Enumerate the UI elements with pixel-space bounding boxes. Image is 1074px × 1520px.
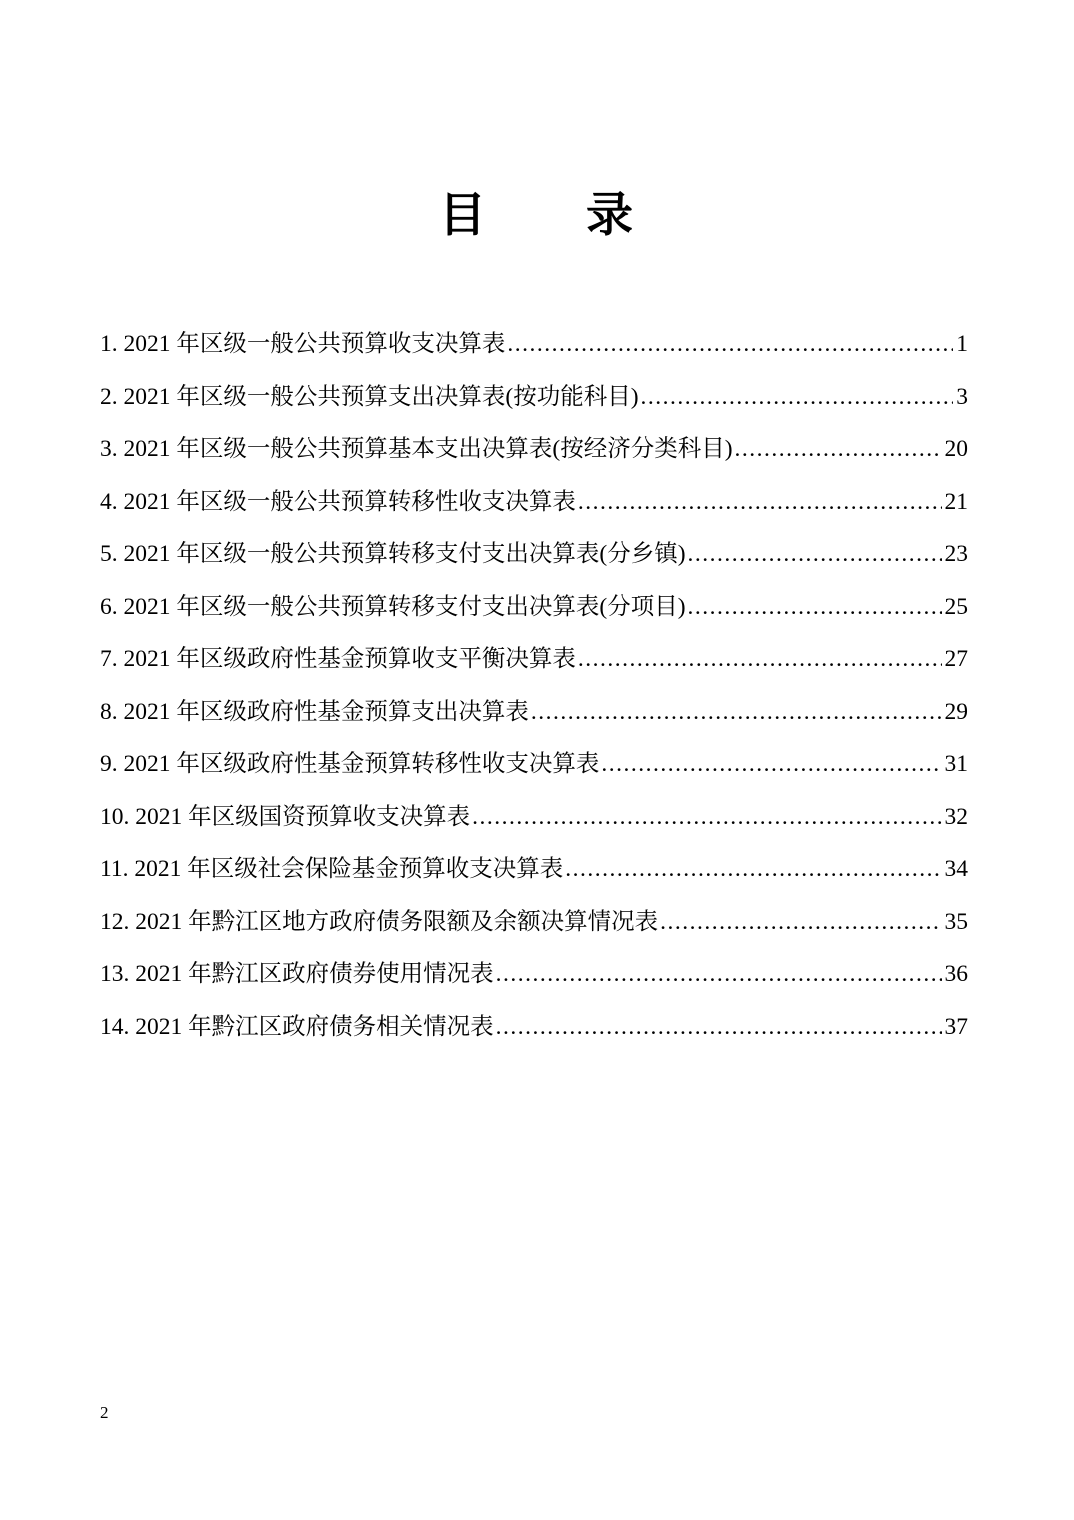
leader-dots <box>641 371 954 424</box>
toc-entry <box>100 528 968 581</box>
toc-entry <box>100 1001 968 1054</box>
toc-entry-label: 2. 2021 年区级一般公共预算支出决算表(按功能科目) <box>100 383 639 410</box>
toc-entry-label: 5. 2021 年区级一般公共预算转移支付支出决算表(分乡镇) <box>100 541 686 567</box>
toc-entry <box>100 476 968 529</box>
toc-entry-page-number: 29 <box>944 698 968 725</box>
toc-entry-label: 7. 2021 年区级政府性基金预算收支平衡决算表 <box>100 646 576 672</box>
leader-dots <box>735 423 942 476</box>
toc-entry <box>100 948 968 1001</box>
toc-entry-label: 12. 2021 年黔江区地方政府债务限额及余额决算情况表 <box>100 908 659 935</box>
leader-dots <box>507 318 953 371</box>
toc-entry-page-number: 37 <box>944 1013 968 1040</box>
toc-entry-page-number: 25 <box>944 593 968 620</box>
leader-dots <box>496 948 942 1001</box>
toc-entry-label: 3. 2021 年区级一般公共预算基本支出决算表(按经济分类科目) <box>100 436 733 462</box>
toc-entry <box>100 633 968 686</box>
toc-entry-page-number: 32 <box>944 803 968 830</box>
toc-entry-label: 11. 2021 年区级社会保险基金预算收支决算表 <box>100 856 564 882</box>
toc-entry-label: 4. 2021 年区级一般公共预算转移性收支决算表 <box>100 488 576 515</box>
leader-dots <box>531 686 942 739</box>
toc-entry <box>100 686 968 739</box>
leader-dots <box>578 633 942 686</box>
toc-entry-page-number: 35 <box>944 908 968 935</box>
toc-entry-label: 14. 2021 年黔江区政府债务相关情况表 <box>100 1013 494 1040</box>
toc-entry-label: 6. 2021 年区级一般公共预算转移支付支出决算表(分项目) <box>100 593 686 620</box>
toc-entry <box>100 738 968 791</box>
toc-entry-label: 10. 2021 年区级国资预算收支决算表 <box>100 803 471 830</box>
toc-entry <box>100 581 968 634</box>
toc-entry-page-number: 34 <box>944 856 968 882</box>
toc-entry <box>100 896 968 949</box>
toc-entry-page-number: 23 <box>944 541 968 567</box>
footer-page-number: 2 <box>100 1403 109 1422</box>
toc-entry <box>100 318 968 371</box>
toc-entry-page-number: 3 <box>956 383 968 410</box>
toc-entry-label: 1. 2021 年区级一般公共预算收支决算表 <box>100 331 506 357</box>
leader-dots <box>660 896 941 949</box>
toc-entry <box>100 423 968 476</box>
leader-dots <box>601 738 941 791</box>
toc-entry-page-number: 31 <box>944 751 968 777</box>
toc-entry <box>100 371 968 424</box>
toc-entry-page-number: 21 <box>944 488 968 515</box>
leader-dots <box>578 476 942 529</box>
toc-entry-page-number: 36 <box>944 961 968 987</box>
toc-entry-page-number: 27 <box>944 646 968 672</box>
toc-entry-label: 13. 2021 年黔江区政府债券使用情况表 <box>100 961 494 987</box>
leader-dots <box>472 791 941 844</box>
toc-entry <box>100 791 968 844</box>
toc-entry-page-number: 1 <box>956 331 968 357</box>
toc-entry-page-number: 20 <box>944 436 968 462</box>
table-of-contents <box>100 318 968 1053</box>
toc-entry <box>100 843 968 896</box>
toc-entry-label: 8. 2021 年区级政府性基金预算支出决算表 <box>100 698 529 725</box>
toc-entry-label: 9. 2021 年区级政府性基金预算转移性收支决算表 <box>100 751 600 777</box>
leader-dots <box>565 843 941 896</box>
leader-dots <box>688 528 942 581</box>
page-title: 目 录 <box>439 190 635 242</box>
leader-dots <box>688 581 942 634</box>
leader-dots <box>496 1001 942 1054</box>
